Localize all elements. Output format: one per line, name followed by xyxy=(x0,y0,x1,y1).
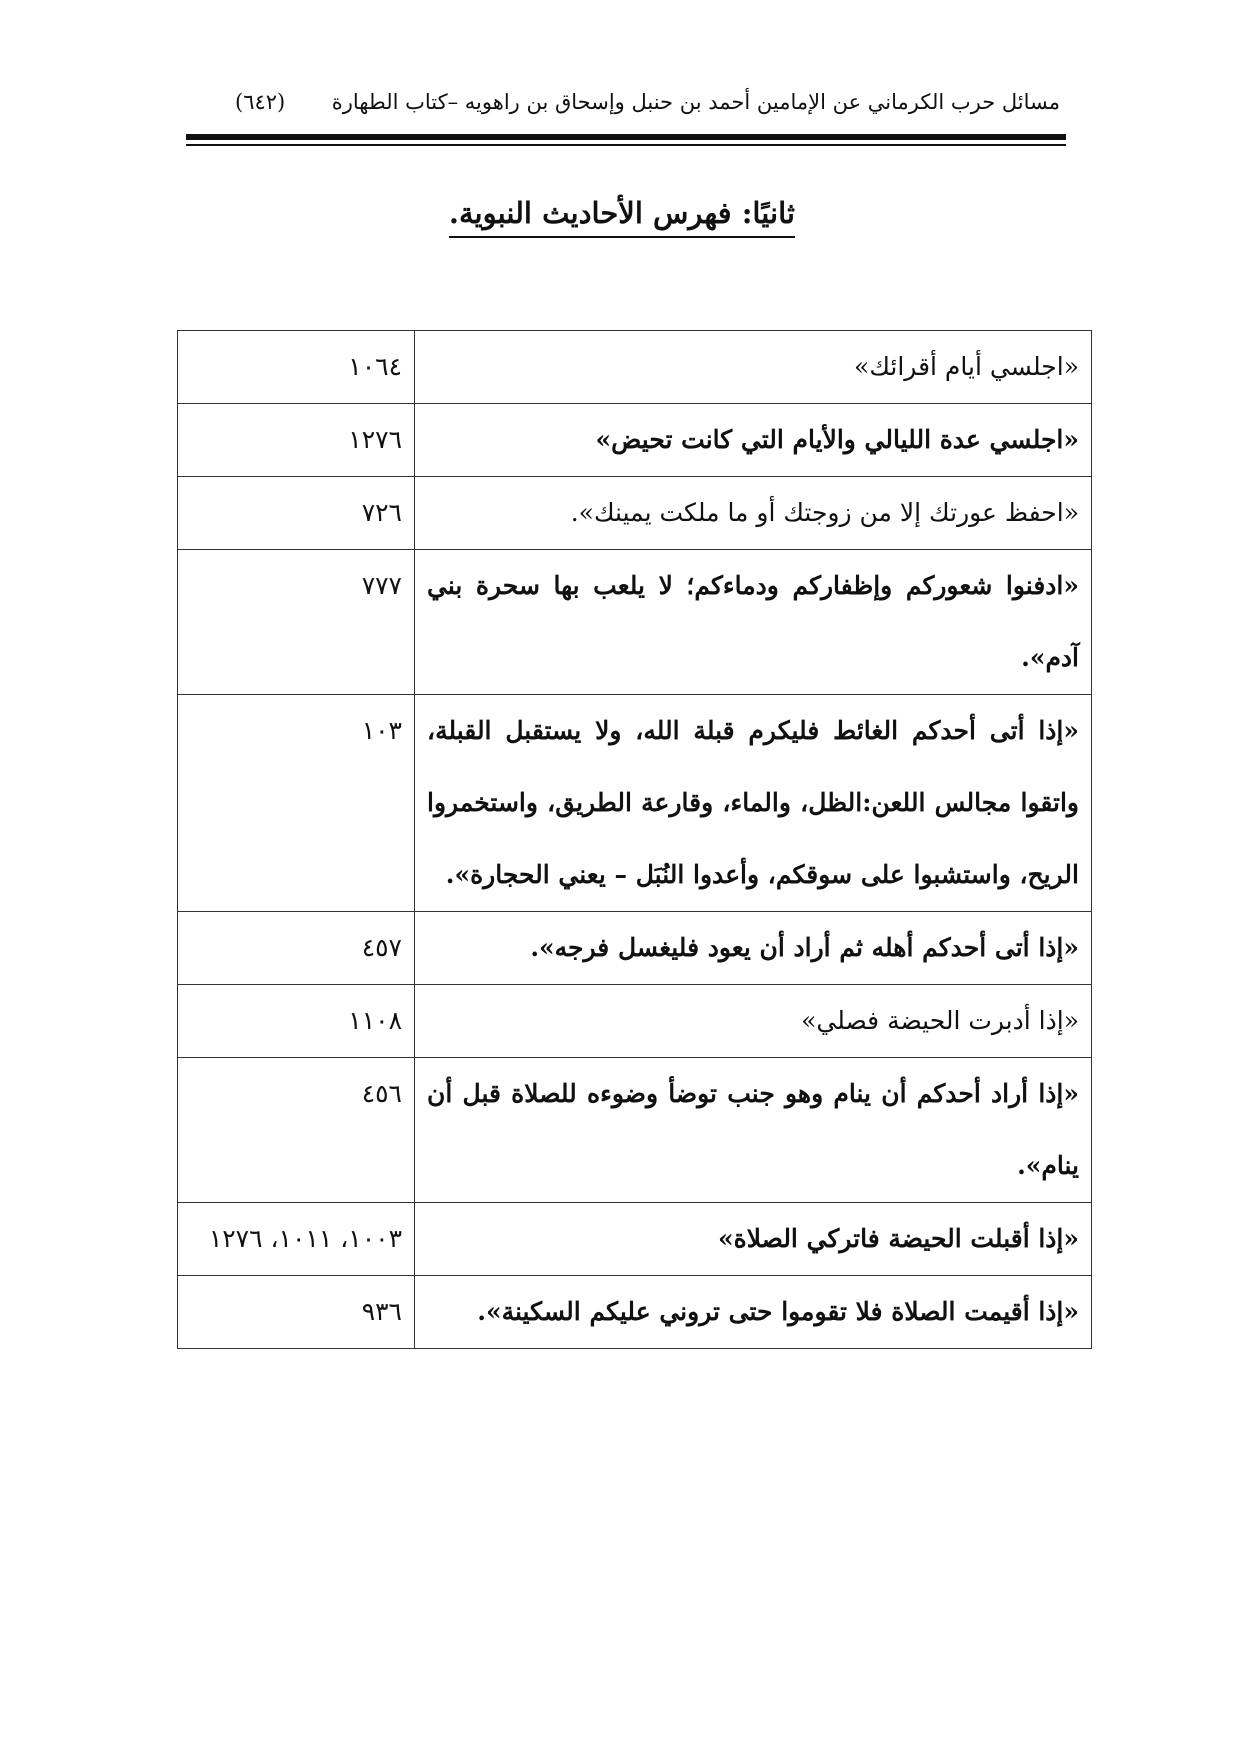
hadith-reference-numbers: ٤٥٧ xyxy=(178,912,415,985)
hadith-reference-numbers: ١٠٣ xyxy=(178,695,415,912)
hadith-reference-numbers: ١٠٠٣، ١٠١١، ١٢٧٦ xyxy=(178,1203,415,1276)
hadith-text: «اجلسي عدة الليالي والأيام التي كانت تحيض» xyxy=(415,404,1092,477)
header-rule-thin xyxy=(186,144,1066,146)
table-row xyxy=(178,331,1092,404)
hadith-reference-numbers: ٤٥٦ xyxy=(178,1058,415,1203)
hadith-reference-numbers: ٩٣٦ xyxy=(178,1276,415,1349)
hadith-reference-numbers: ١٢٧٦ xyxy=(178,404,415,477)
table-row xyxy=(178,1203,1092,1276)
hadith-reference-numbers: ١٠٦٤ xyxy=(178,331,415,404)
table-row xyxy=(178,695,1092,912)
page-number: (٦٤٢) xyxy=(235,90,286,114)
section-title: ثانيًا: فهرس الأحاديث النبوية. xyxy=(449,196,795,238)
hadith-reference-numbers: ١١٠٨ xyxy=(178,985,415,1058)
table-row xyxy=(178,550,1092,695)
table-row xyxy=(178,404,1092,477)
hadith-text: «احفظ عورتك إلا من زوجتك أو ما ملكت يمينك». xyxy=(415,477,1092,550)
hadith-text: «إذا أتى أحدكم الغائط فليكرم قبلة الله، ولا يستقبل القبلة، واتقوا مجالس اللعن:الظل، والماء، وقارعة الطريق، واستخمروا الريح، واستشبوا على سوقكم، وأعدوا النُبَل – يعني الحجارة». xyxy=(415,695,1092,912)
table-row xyxy=(178,1276,1092,1349)
hadith-index-table xyxy=(177,330,1092,1349)
hadith-reference-numbers: ٧٢٦ xyxy=(178,477,415,550)
hadith-text: «إذا أقيمت الصلاة فلا تقوموا حتى تروني عليكم السكينة». xyxy=(415,1276,1092,1349)
hadith-text: «إذا أقبلت الحيضة فاتركي الصلاة» xyxy=(415,1203,1092,1276)
running-header-title: مسائل حرب الكرماني عن الإمامين أحمد بن حنبل وإسحاق بن راهويه –كتاب الطهارة xyxy=(331,90,1060,114)
hadith-text: «ادفنوا شعوركم وإظفاركم ودماءكم؛ لا يلعب بها سحرة بني آدم». xyxy=(415,550,1092,695)
hadith-text: «إذا أتى أحدكم أهله ثم أراد أن يعود فليغسل فرجه». xyxy=(415,912,1092,985)
hadith-reference-numbers: ٧٧٧ xyxy=(178,550,415,695)
hadith-text: «إذا أراد أحدكم أن ينام وهو جنب توضأ وضوءه للصلاة قبل أن ينام». xyxy=(415,1058,1092,1203)
hadith-text: «إذا أدبرت الحيضة فصلي» xyxy=(415,985,1092,1058)
running-header xyxy=(190,86,1060,126)
header-rule-thick xyxy=(186,134,1066,140)
table-row xyxy=(178,477,1092,550)
hadith-text: «اجلسي أيام أقرائك» xyxy=(415,331,1092,404)
table-row xyxy=(178,912,1092,985)
table-row xyxy=(178,985,1092,1058)
table-row xyxy=(178,1058,1092,1203)
